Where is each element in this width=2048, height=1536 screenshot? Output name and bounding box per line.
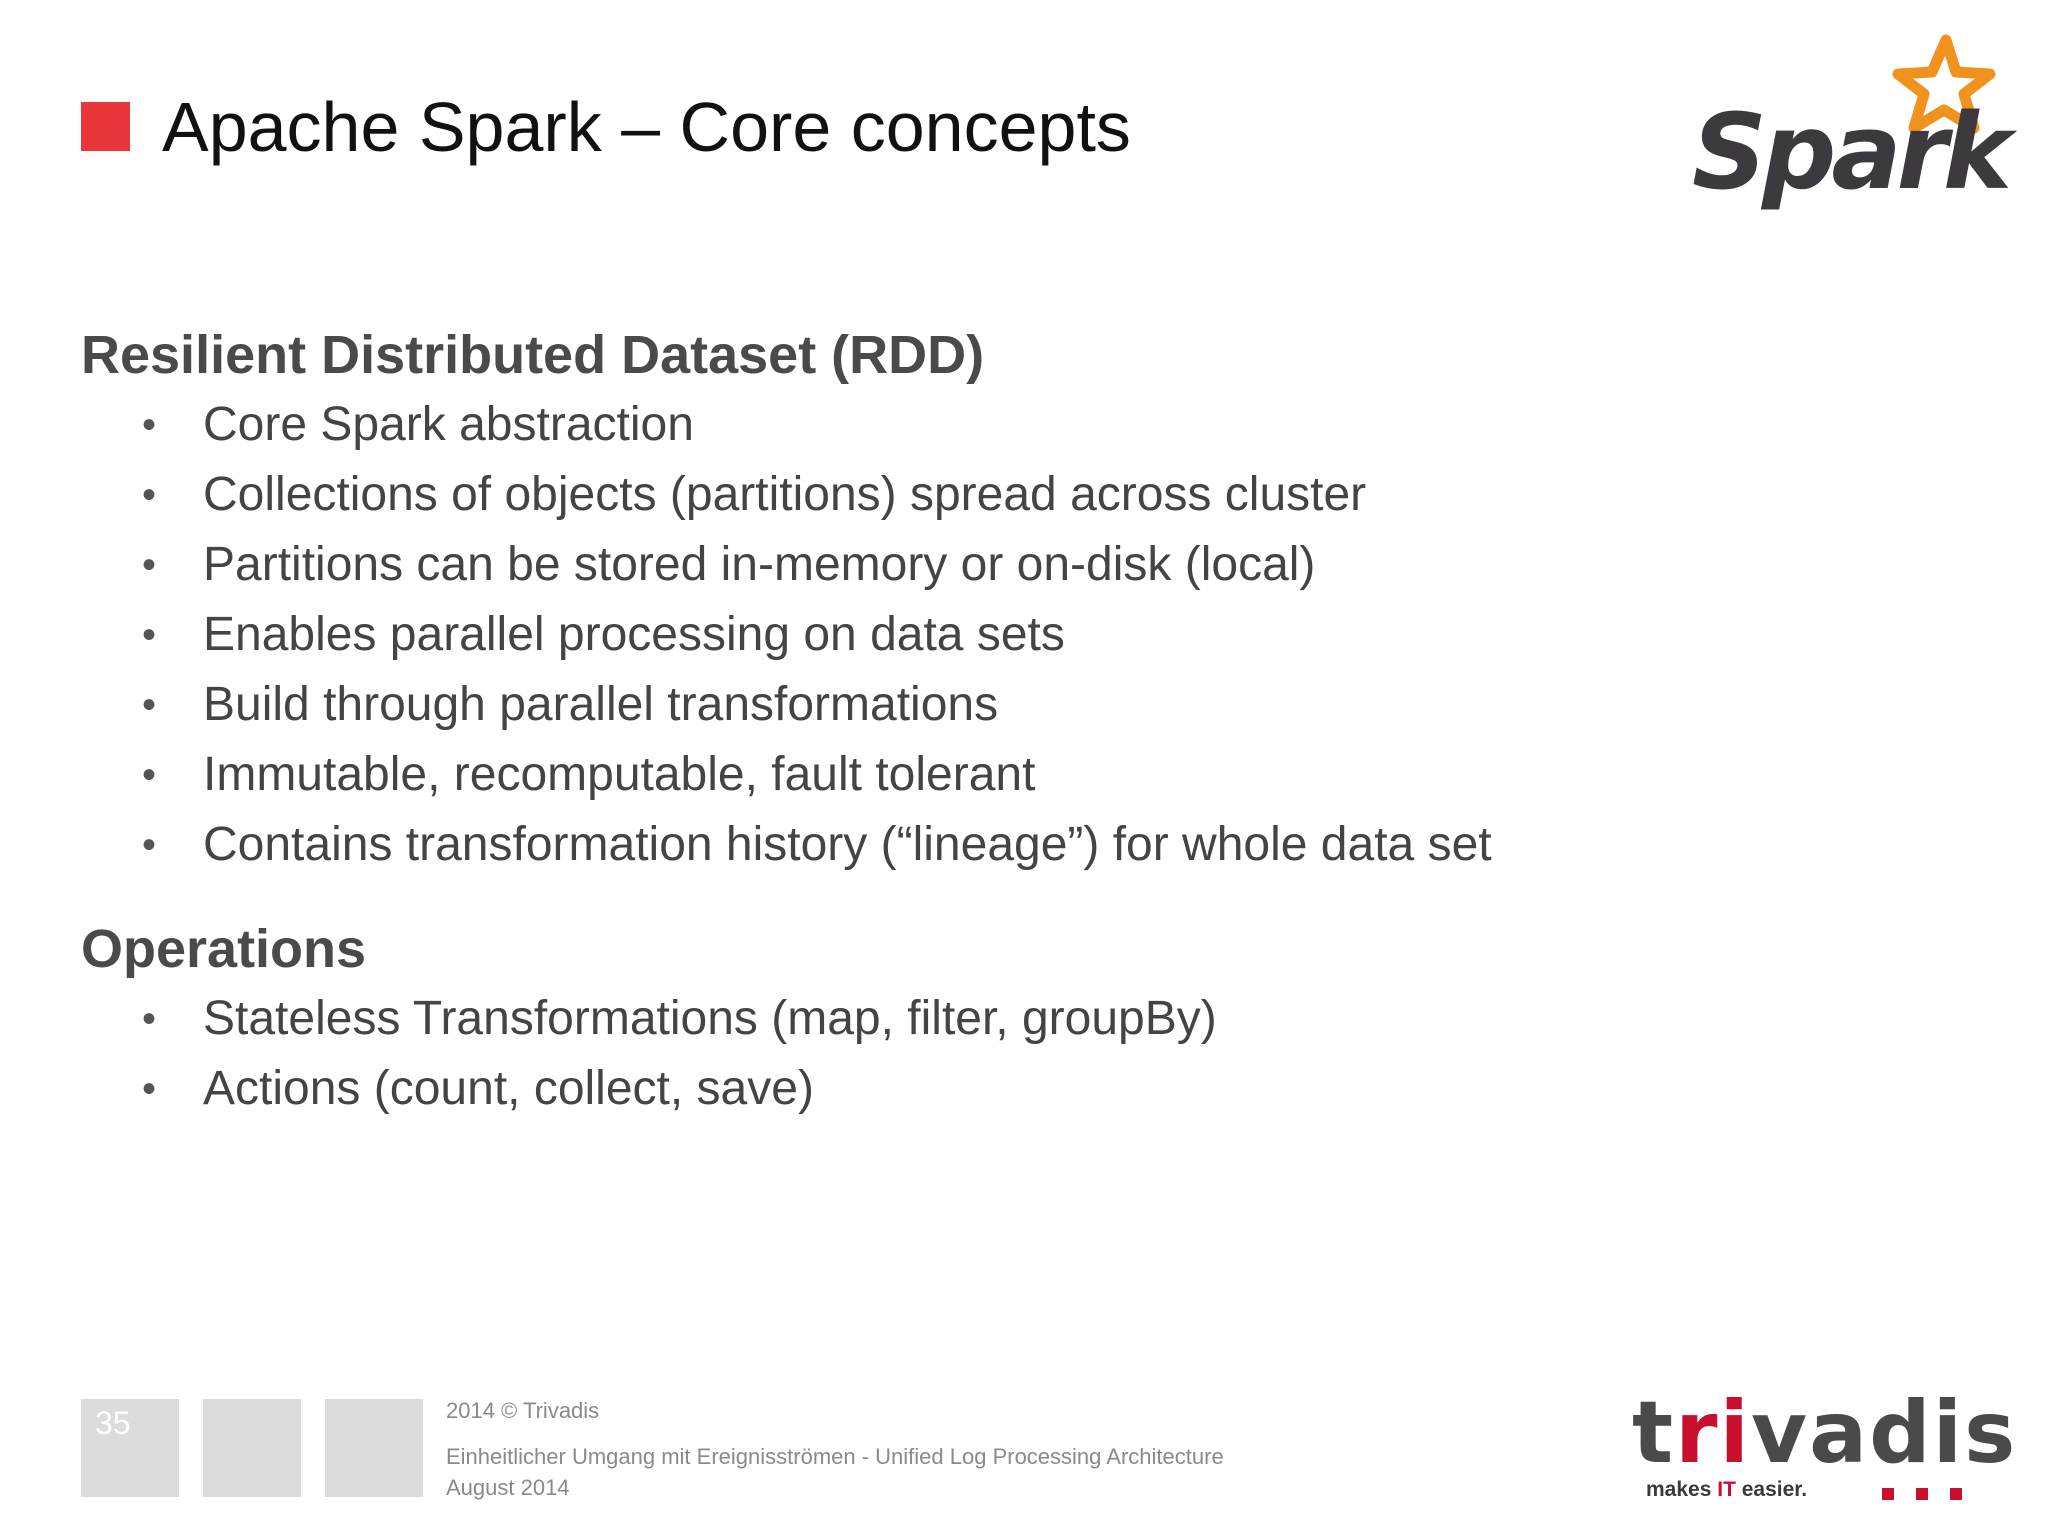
bullet-icon: • — [142, 543, 157, 587]
list-item: • Core Spark abstraction — [81, 390, 1492, 460]
bullet-icon: • — [142, 753, 157, 797]
bullet-icon: • — [142, 997, 157, 1041]
bullet-icon: • — [142, 1067, 157, 1111]
trivadis-logo-text: trivadis — [1632, 1383, 2018, 1483]
bullet-icon: • — [142, 613, 157, 657]
slide-number: 35 — [95, 1405, 131, 1441]
bullet-list — [81, 984, 1217, 1124]
title-marker — [81, 102, 130, 151]
trivadis-logo — [1632, 1383, 2018, 1510]
footer-date: August 2014 — [446, 1475, 570, 1500]
section-heading: Resilient Distributed Dataset (RDD) — [81, 325, 985, 385]
list-item: • Partitions can be stored in-memory or on-disk (local) — [81, 530, 1492, 600]
list-item: • Actions (count, collect, save) — [81, 1054, 1217, 1124]
dot-icon — [1916, 1488, 1928, 1500]
dot-icon — [1882, 1488, 1894, 1500]
footer-square-slide-number — [81, 1399, 179, 1497]
list-item: • Stateless Transformations (map, filter, groupBy) — [81, 984, 1217, 1054]
bullet-icon: • — [142, 403, 157, 447]
list-item: • Build through parallel transformations — [81, 670, 1492, 740]
footer-square — [203, 1399, 301, 1497]
spark-logo-text: Spark — [1692, 91, 2007, 213]
footer-square — [325, 1399, 423, 1497]
trivadis-tagline: makes IT easier. — [1646, 1478, 1808, 1501]
bullet-icon: • — [142, 823, 157, 867]
section-heading: Operations — [81, 919, 367, 979]
list-item: • Enables parallel processing on data sets — [81, 600, 1492, 670]
slide-title: Apache Spark – Core concepts — [162, 88, 1131, 166]
list-item: • Immutable, recomputable, fault tolerant — [81, 740, 1492, 810]
section-operations — [81, 914, 1217, 1124]
bullet-list — [81, 390, 1492, 880]
section-rdd — [81, 320, 1492, 880]
dot-icon — [1950, 1488, 1962, 1500]
spark-logo — [1688, 28, 2020, 218]
bullet-icon: • — [142, 683, 157, 727]
list-item: • Collections of objects (partitions) spread across cluster — [81, 460, 1492, 530]
trivadis-dots — [1882, 1487, 1984, 1505]
footer-copyright: 2014 © Trivadis — [446, 1398, 600, 1423]
footer-description: Einheitlicher Umgang mit Ereignisströmen - Unified Log Processing Architecture — [446, 1444, 1224, 1469]
list-item: • Contains transformation history (“lineage”) for whole data set — [81, 810, 1492, 880]
bullet-icon: • — [142, 473, 157, 517]
